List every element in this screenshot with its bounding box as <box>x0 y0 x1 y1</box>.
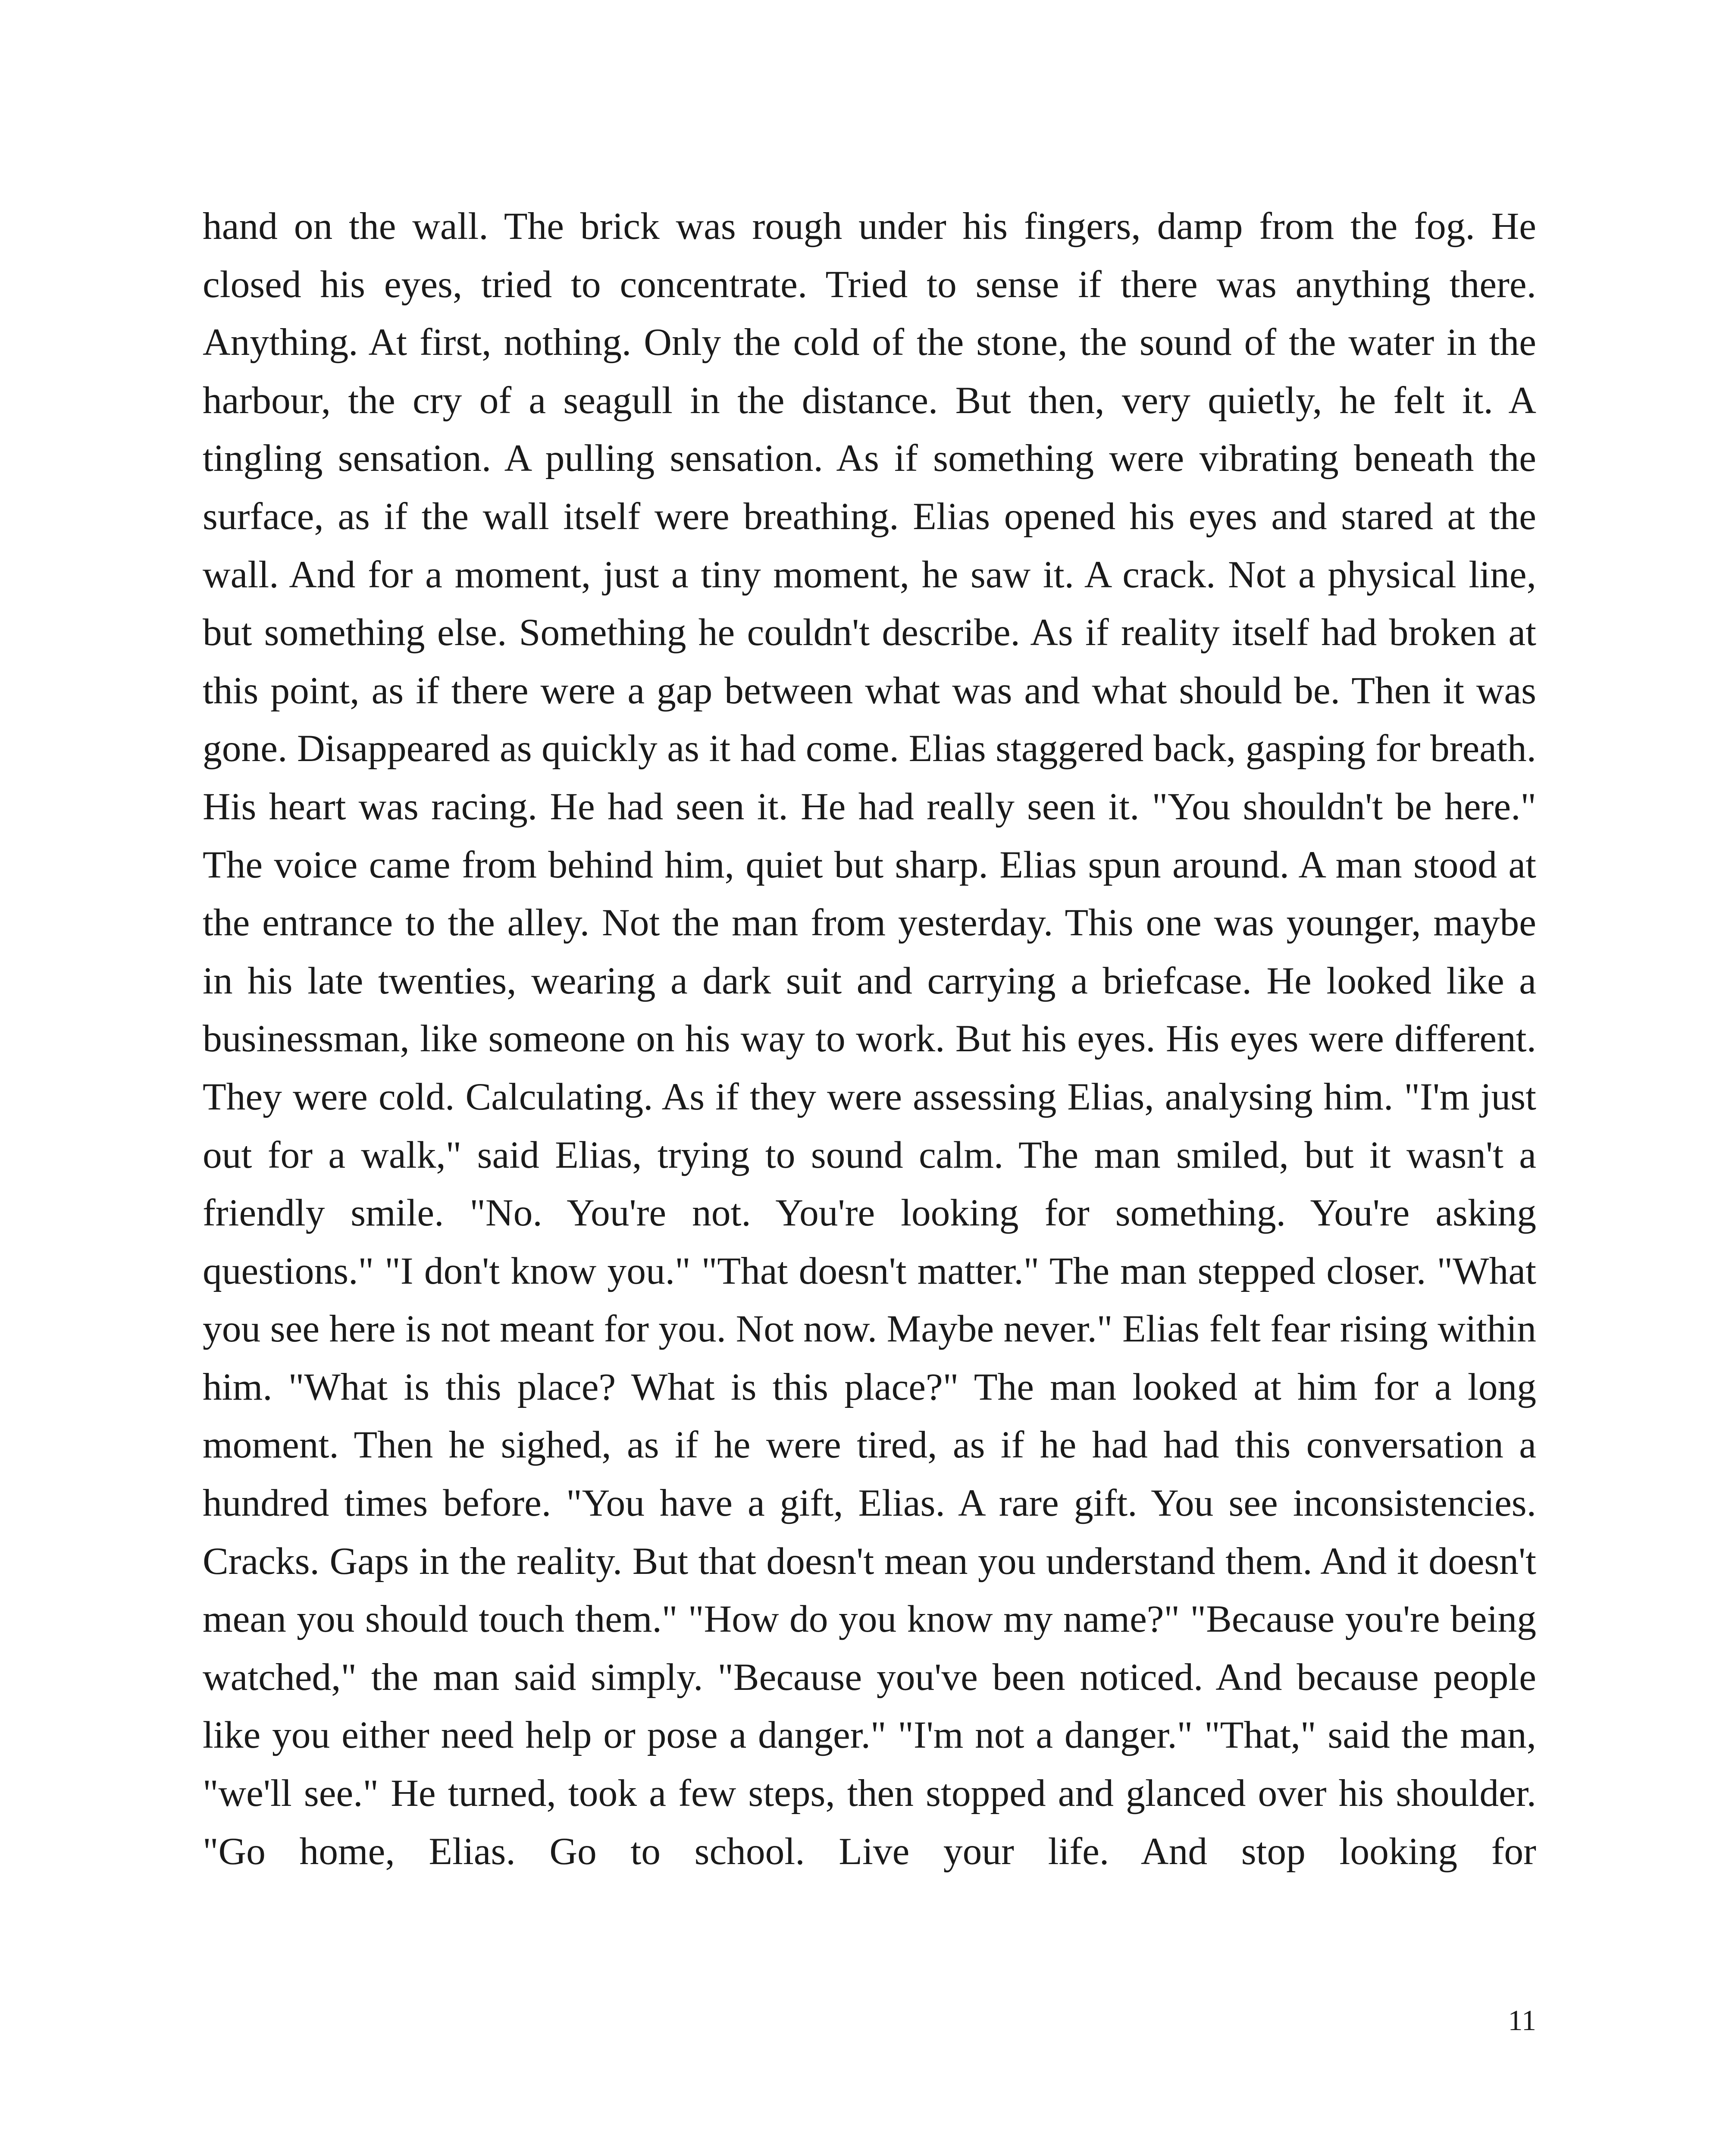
body-paragraph: hand on the wall. The brick was rough under his fingers, damp from the fog. He closed his eyes, tried to concentrate. Tried to sense if there was anything there. Anything. At first, nothing. Only the cold of the stone, the sound of the water in the harbour, the cry of a seagull in the distance. But then, very quietly, he felt it. A tingling sensation. A pulling sensation. As if something were vibrating beneath the surface, as if the wall itself were breathing. Elias opened his eyes and stared at the wall. And for a moment, just a tiny moment, he saw it. A crack. Not a physical line, but something else. Something he couldn't describe. As if reality itself had broken at this point, as if there were a gap between what was and what should be. Then it was gone. Disappeared as quickly as it had come. Elias staggered back, gasping for breath. His heart was racing. He had seen it. He had really seen it. "You shouldn't be here." The voice came from behind him, quiet but sharp. Elias spun around. A man stood at the entrance to the alley. Not the man from yesterday. This one was younger, maybe in his late twenties, wearing a dark suit and carrying a briefcase. He looked like a businessman, like someone on his way to work. But his eyes. His eyes were different. They were cold. Calculating. As if they were assessing Elias, analysing him. "I'm just out for a walk," said Elias, trying to sound calm. The man smiled, but it wasn't a friendly smile. "No. You're not. You're looking for something. You're asking questions." "I don't know you." "That doesn't matter." The man stepped closer. "What you see here is not meant for you. Not now. Maybe never." Elias felt fear rising within him. "What is this place? What is this place?" The man looked at him for a long moment. Then he sighed, as if he were tired, as if he had had this conversation a hundred times before. "You have a gift, Elias. A rare gift. You see inconsistencies. Cracks. Gaps in the reality. But that doesn't mean you understand them. And it doesn't mean you should touch them." "How do you know my name?" "Because you're being watched," the man said simply. "Because you've been noticed. And because people like you either need help or pose a danger." "I'm not a danger." "That," said the man, "we'll see." He turned, took a few steps, then stopped and glanced over his shoulder. "Go home, Elias. Go to school. Live your life. And stop looking for <box>203 205 1536 1873</box>
page-number: 11 <box>1508 2004 1536 2037</box>
